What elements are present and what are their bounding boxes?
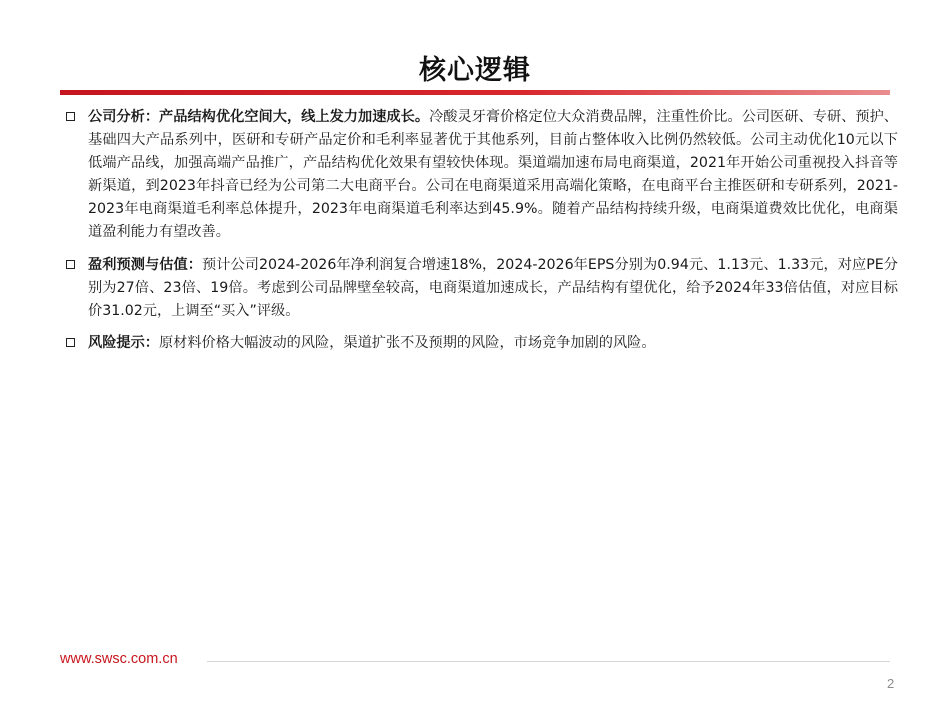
bullet-text: [88, 106, 898, 245]
footer-divider: [207, 661, 890, 662]
bullet-heading: 风险提示：: [88, 334, 159, 351]
title-divider: [60, 90, 890, 95]
bullet-earnings-forecast: [66, 254, 898, 323]
bullet-risk-warning: [66, 332, 898, 355]
page-title: 核心逻辑: [419, 55, 531, 86]
page-number: 2: [887, 676, 895, 691]
bullet-list: [66, 106, 898, 364]
bullet-text: [88, 332, 898, 355]
bullet-heading: 盈利预测与估值：: [88, 256, 203, 273]
square-bullet-icon: [66, 112, 75, 121]
bullet-body: 原材料价格大幅波动的风险，渠道扩张不及预期的风险，市场竞争加剧的风险。: [158, 334, 656, 351]
square-bullet-icon: [66, 260, 75, 269]
bullet-text: [88, 254, 898, 323]
bullet-body: 预计公司2024-2026年净利润复合增速18%，2024-2026年EPS分别为0.94元、1.13元、1.33元，对应PE分别为27倍、23倍、19倍。考虑到公司品牌壁垒较高，电商渠道加速成长，产品结构有望优化，给予2024年33倍估值，对应目标价31.02元，上调至“买入”评级。: [88, 256, 898, 319]
bullet-company-analysis: [66, 106, 898, 245]
square-bullet-icon: [66, 338, 75, 347]
bullet-body: 冷酸灵牙膏价格定位大众消费品牌，注重性价比。公司医研、专研、预护、基础四大产品系列中，医研和专研产品定价和毛利率显著优于其他系列，目前占整体收入比例仍然较低。公司主动优化10元以下低端产品线，加强高端产品推广，产品结构优化效果有望较快体现。渠道端加速布局电商渠道，2021年开始公司重视投入抖音等新渠道，到2023年抖音已经为公司第二大电商平台。公司在电商渠道采用高端化策略，在电商平台主推医研和专研系列，2021-2023年电商渠道毛利率总体提升，2023年电商渠道毛利率达到45.9%。随着产品结构持续升级，电商渠道费效比优化，电商渠道盈利能力有望改善。: [88, 109, 898, 241]
footer-website-link[interactable]: www.swsc.com.cn: [60, 651, 178, 667]
bullet-heading: 公司分析：产品结构优化空间大，线上发力加速成长。: [88, 109, 430, 125]
